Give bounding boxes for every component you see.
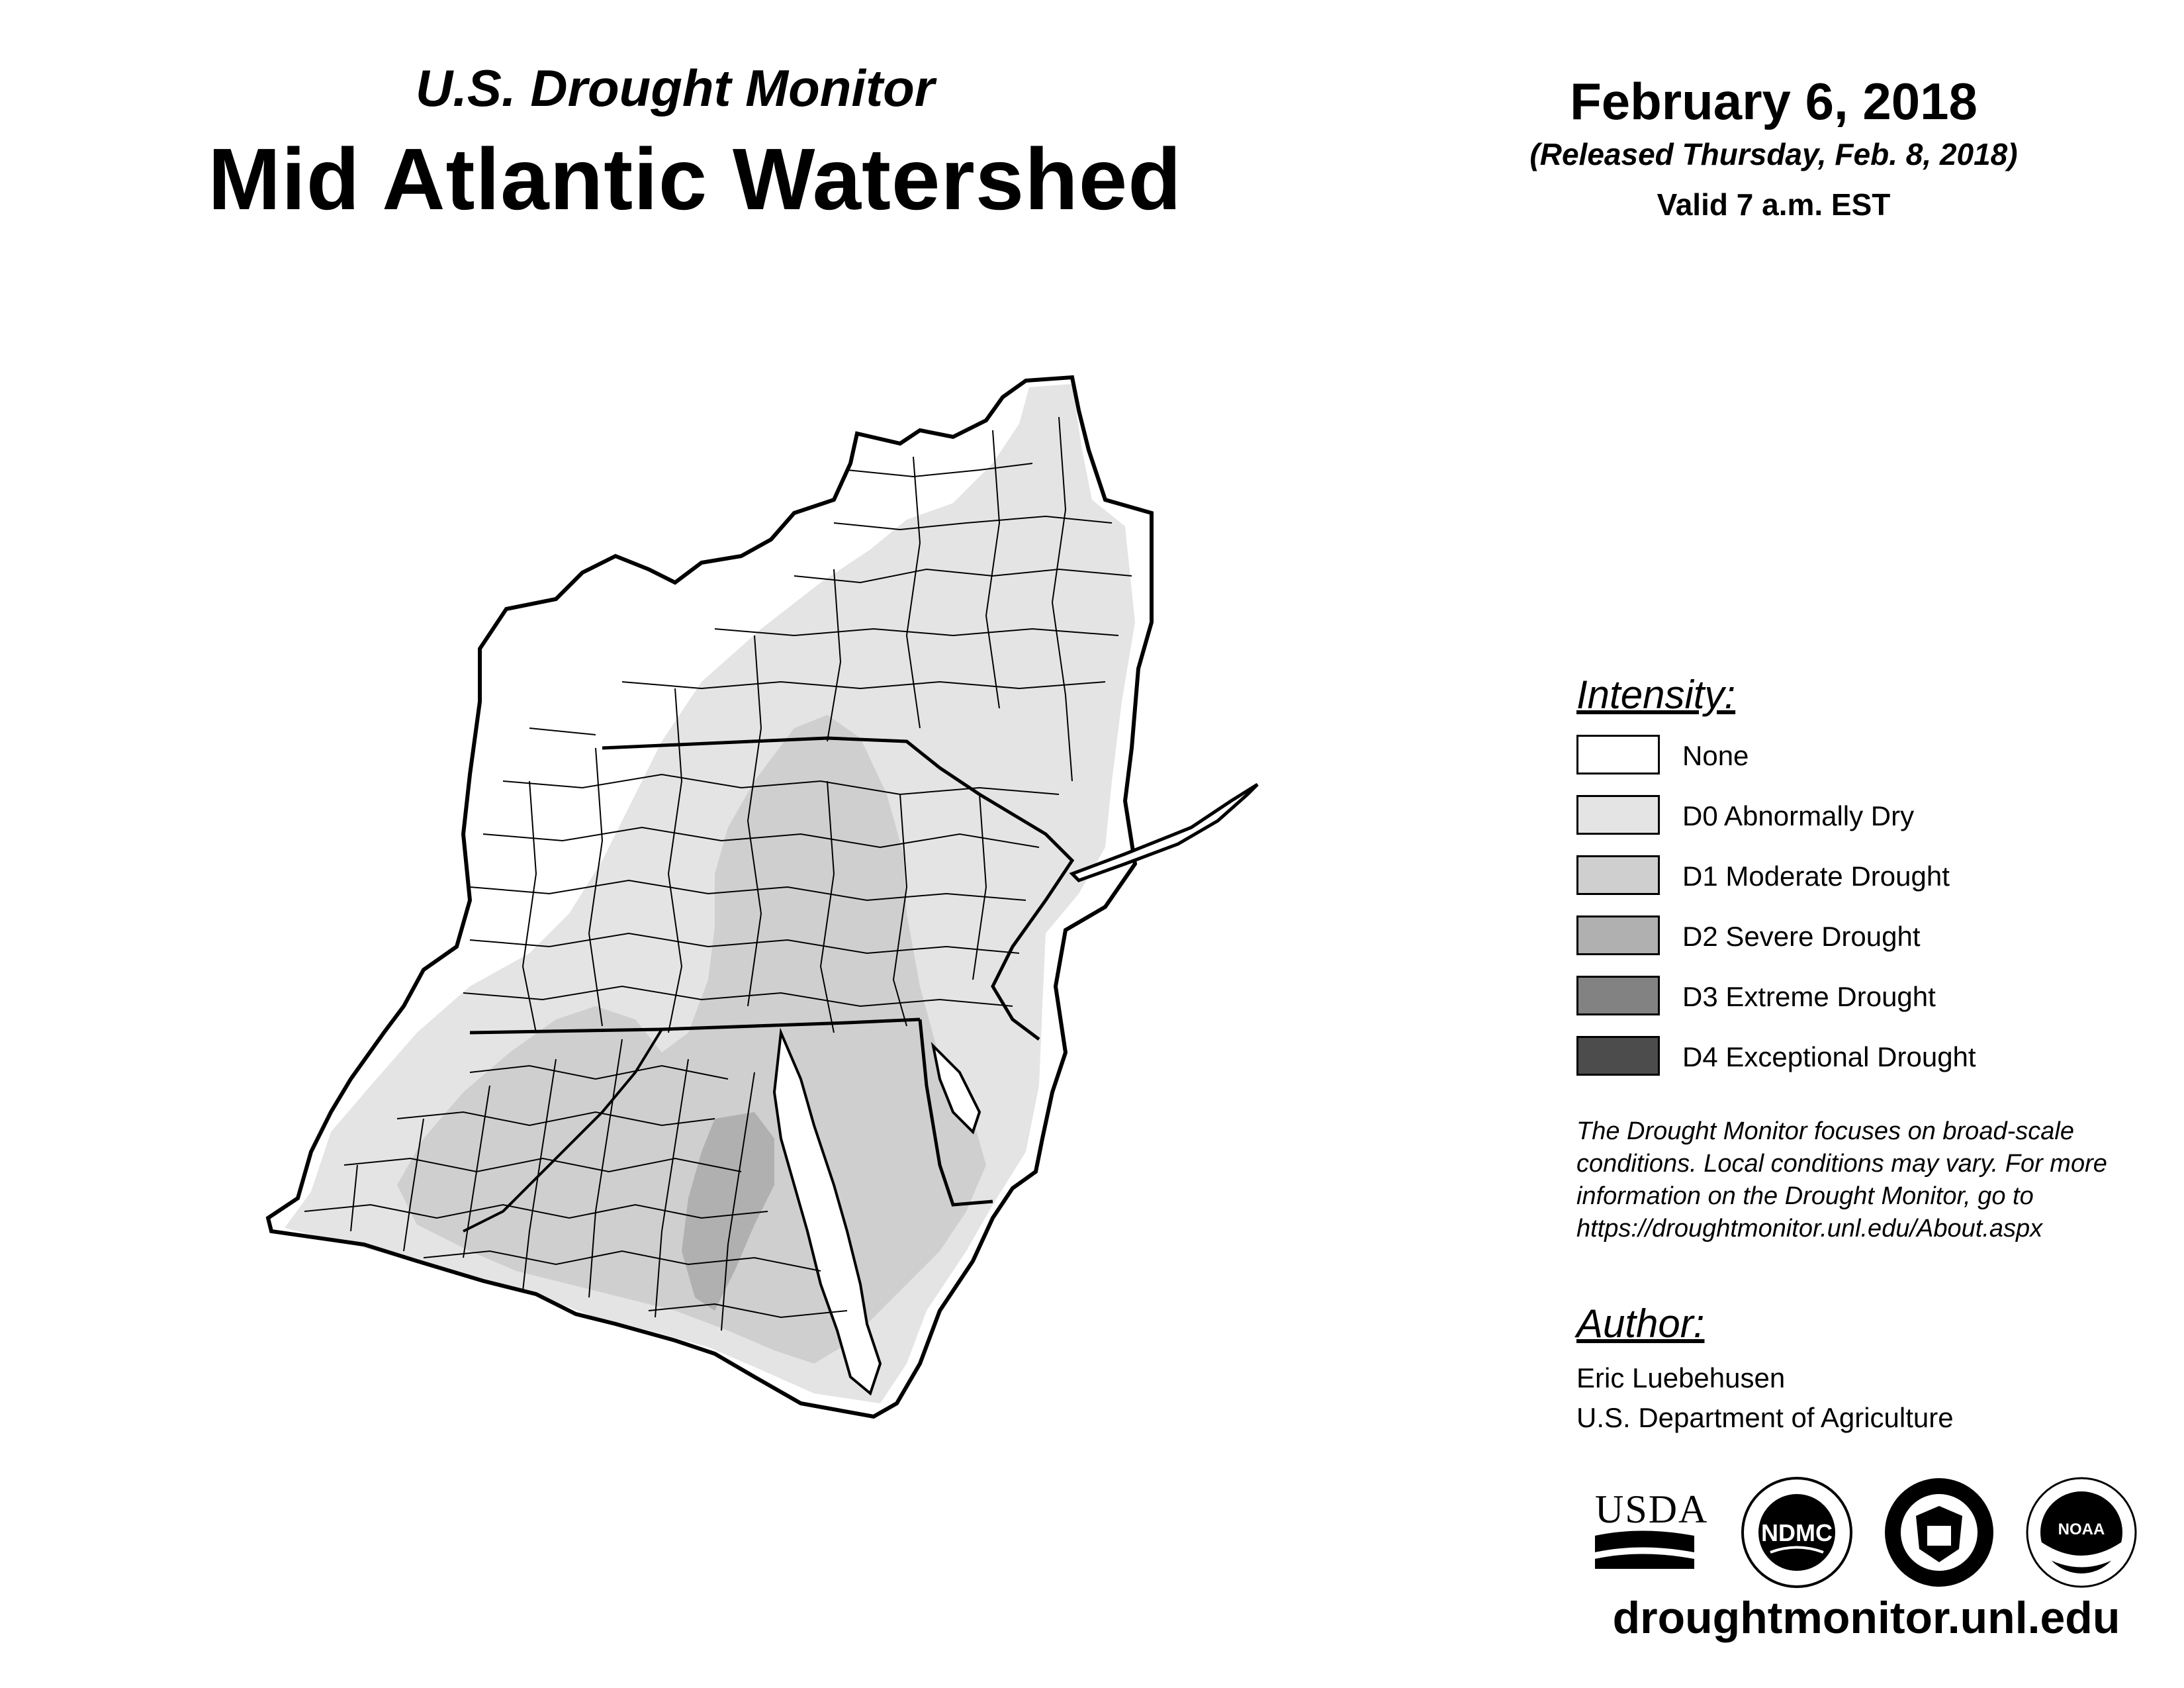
ndmc-logo-text: NDMC [1761,1519,1833,1546]
legend-label: None [1682,740,1749,771]
author-organization: U.S. Department of Agriculture [1576,1402,1954,1433]
legend-title: Intensity: [1576,673,1736,717]
ndmc-logo [1743,1478,1851,1587]
legend-swatch [1576,795,1660,835]
legend-swatch [1576,1036,1660,1076]
legend-swatch [1576,735,1660,774]
usda-logo-text: USDA [1595,1487,1709,1531]
legend-label: D0 Abnormally Dry [1682,800,1915,831]
legend-label: D2 Severe Drought [1682,921,1921,952]
commerce-seal-logo [1885,1478,1993,1587]
legend-label: D4 Exceptional Drought [1682,1041,1976,1072]
legend-swatch [1576,855,1660,895]
drought-map [251,371,1343,1615]
noaa-logo [2027,1478,2136,1587]
release-date: (Released Thursday, Feb. 8, 2018) [1529,137,2018,171]
legend-item-d0 [1576,795,2106,837]
legend-item-d2 [1576,915,2106,958]
legend-swatch [1576,915,1660,955]
legend-item-d1 [1576,855,2106,898]
author-heading: Author: [1576,1301,1705,1346]
map-subtitle: U.S. Drought Monitor [415,59,935,117]
legend-item-d4 [1576,1036,2106,1078]
map-date: February 6, 2018 [1570,72,1978,130]
legend-swatch [1576,976,1660,1015]
author-name: Eric Luebehusen [1576,1362,1786,1393]
legend-label: D3 Extreme Drought [1682,981,1936,1012]
partner-logos [1582,1470,2177,1595]
legend-label: D1 Moderate Drought [1682,861,1950,892]
legend-item-none [1576,735,2106,777]
map-title: Mid Atlantic Watershed [208,130,1182,228]
legend-item-d3 [1576,976,2106,1018]
website-link[interactable]: droughtmonitor.unl.edu [1612,1593,2120,1643]
noaa-logo-text: NOAA [2058,1521,2105,1538]
disclaimer-note: The Drought Monitor focuses on broad-scale conditions. Local conditions may vary. For more information on the Drought Monitor, go to https://droughtmonitor.unl.edu/About.aspx [1576,1117,2107,1243]
valid-time: Valid 7 a.m. EST [1657,187,1891,222]
usda-logo [1595,1487,1708,1569]
